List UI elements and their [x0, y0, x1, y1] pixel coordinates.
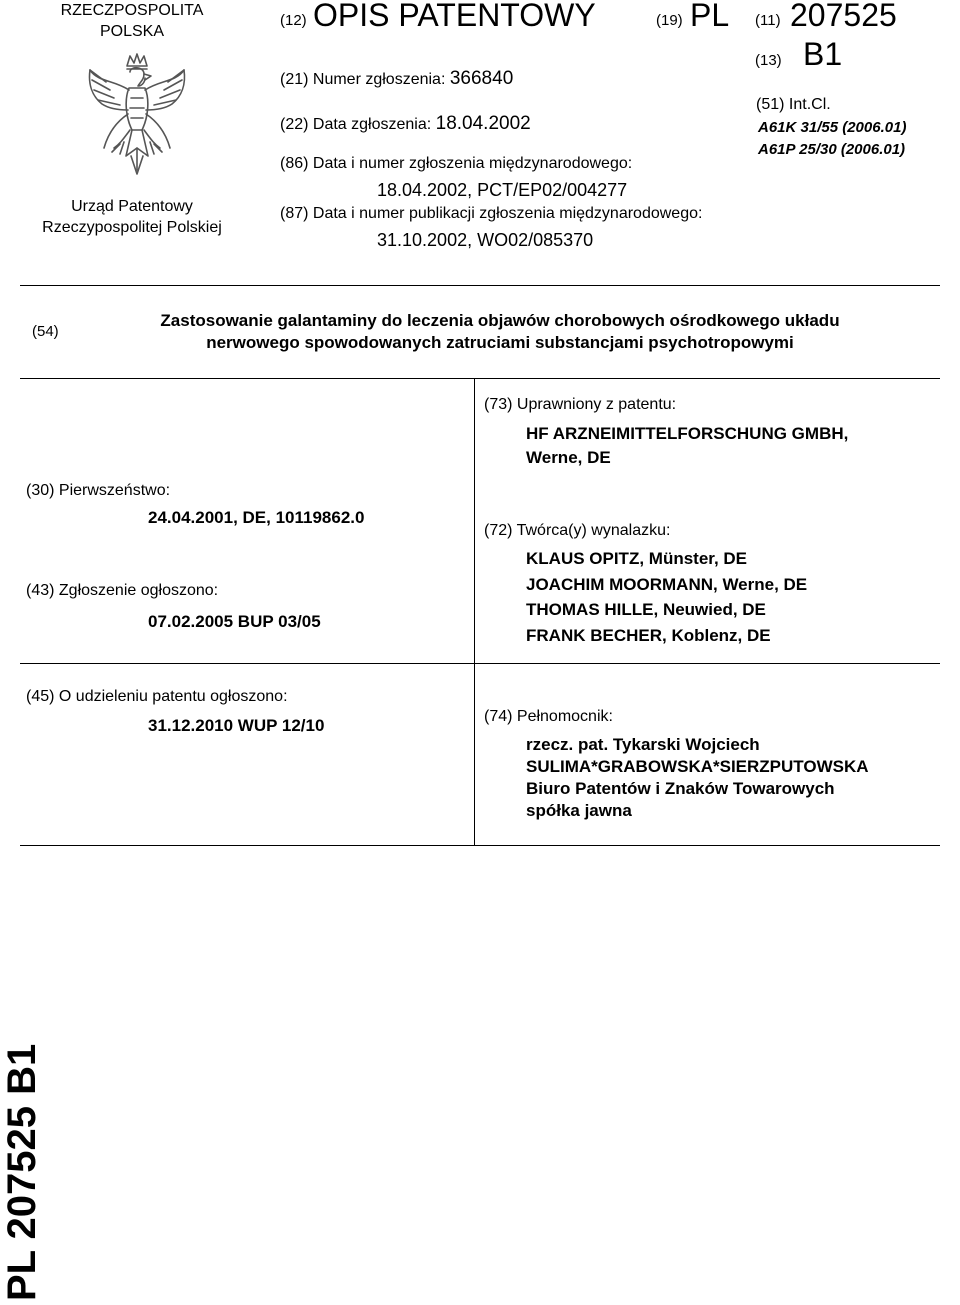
field-30-value: 24.04.2001, DE, 10119862.0	[148, 508, 365, 527]
proprietor-name: HF ARZNEIMITTELFORSCHUNG GMBH,	[526, 424, 849, 443]
attorney-line: SULIMA*GRABOWSKA*SIERZPUTOWSKA	[526, 757, 869, 776]
polish-eagle-emblem-icon	[84, 52, 190, 184]
field-43-value: 07.02.2005 BUP 03/05	[148, 612, 321, 631]
invention-title-line-2: nerwowego spowodowanych zatruciami substancjami psychotropowymi	[206, 333, 794, 352]
invention-title-line-1: Zastosowanie galantaminy do leczenia objawów chorobowych ośrodkowego układu	[160, 311, 840, 330]
code-19: (19)	[656, 12, 683, 29]
title-top-rule	[20, 285, 940, 286]
document-type: OPIS PATENTOWY	[313, 0, 596, 33]
spine-label: PL 207525 B1	[0, 1043, 44, 1301]
inventor-item: THOMAS HILLE, Neuwied, DE	[526, 600, 766, 619]
column-divider	[474, 378, 475, 845]
field-30-label: (30) Pierwszeństwo:	[26, 482, 171, 499]
country-name	[20, 0, 244, 42]
field-73-values	[526, 422, 848, 470]
field-72-label: (72) Twórca(y) wynalazku:	[484, 522, 671, 539]
country-line-2: POLSKA	[99, 23, 165, 40]
office-line-2: Rzeczypospolitej Polskiej	[42, 219, 222, 236]
bottom-rule	[20, 845, 940, 846]
inventor-item: FRANK BECHER, Koblenz, DE	[526, 625, 771, 645]
code-51: (51) Int.Cl.	[756, 96, 831, 113]
field-22	[280, 113, 531, 135]
code-11: (11)	[755, 12, 781, 29]
title-bottom-rule	[20, 378, 940, 379]
field-86-label: (86) Data i numer zgłoszenia międzynarodowego:	[280, 155, 633, 172]
field-86-value: 18.04.2002, PCT/EP02/004277	[377, 180, 628, 200]
country-code: PL	[690, 0, 730, 33]
attorney-line: Biuro Patentów i Znaków Towarowych	[526, 779, 835, 798]
code-54: (54)	[32, 323, 59, 340]
attorney-line: rzecz. pat. Tykarski Wojciech	[526, 735, 760, 754]
field-73-label: (73) Uprawniony z patentu:	[484, 396, 677, 413]
middle-rule	[20, 663, 940, 664]
field-74-values	[526, 734, 869, 822]
field-45-label: (45) O udzieleniu patentu ogłoszono:	[26, 688, 288, 705]
field-72-values	[526, 546, 807, 648]
invention-title	[80, 310, 920, 354]
field-21-value: 366840	[449, 68, 514, 89]
field-87-label: (87) Data i numer publikacji zgłoszenia międzynarodowego:	[280, 205, 703, 222]
proprietor-location: Werne, DE	[526, 448, 611, 467]
field-87-value: 31.10.2002, WO02/085370	[377, 230, 594, 250]
field-21-label: (21) Numer zgłoszenia:	[280, 71, 446, 88]
inventor-item: KLAUS OPITZ, Münster, DE	[526, 549, 748, 568]
field-21	[280, 68, 513, 90]
inventor-item: JOACHIM MOORMANN, Werne, DE	[526, 574, 808, 594]
patent-number: 207525	[790, 0, 897, 33]
kind-code: B1	[803, 36, 843, 72]
field-22-value: 18.04.2002	[435, 113, 531, 134]
field-43-label: (43) Zgłoszenie ogłoszono:	[26, 582, 219, 599]
field-45-value: 31.12.2010 WUP 12/10	[148, 716, 325, 735]
office-name	[20, 196, 244, 238]
int-cl-2: A61P 25/30 (2006.01)	[758, 141, 906, 158]
code-12: (12)	[280, 12, 307, 29]
int-cl-1: A61K 31/55 (2006.01)	[758, 119, 907, 136]
code-13: (13)	[755, 52, 782, 69]
country-line-1: RZECZPOSPOLITA	[60, 2, 204, 19]
office-line-1: Urząd Patentowy	[71, 198, 193, 215]
field-22-label: (22) Data zgłoszenia:	[280, 116, 432, 133]
attorney-line: spółka jawna	[526, 801, 632, 820]
field-74-label: (74) Pełnomocnik:	[484, 708, 613, 725]
